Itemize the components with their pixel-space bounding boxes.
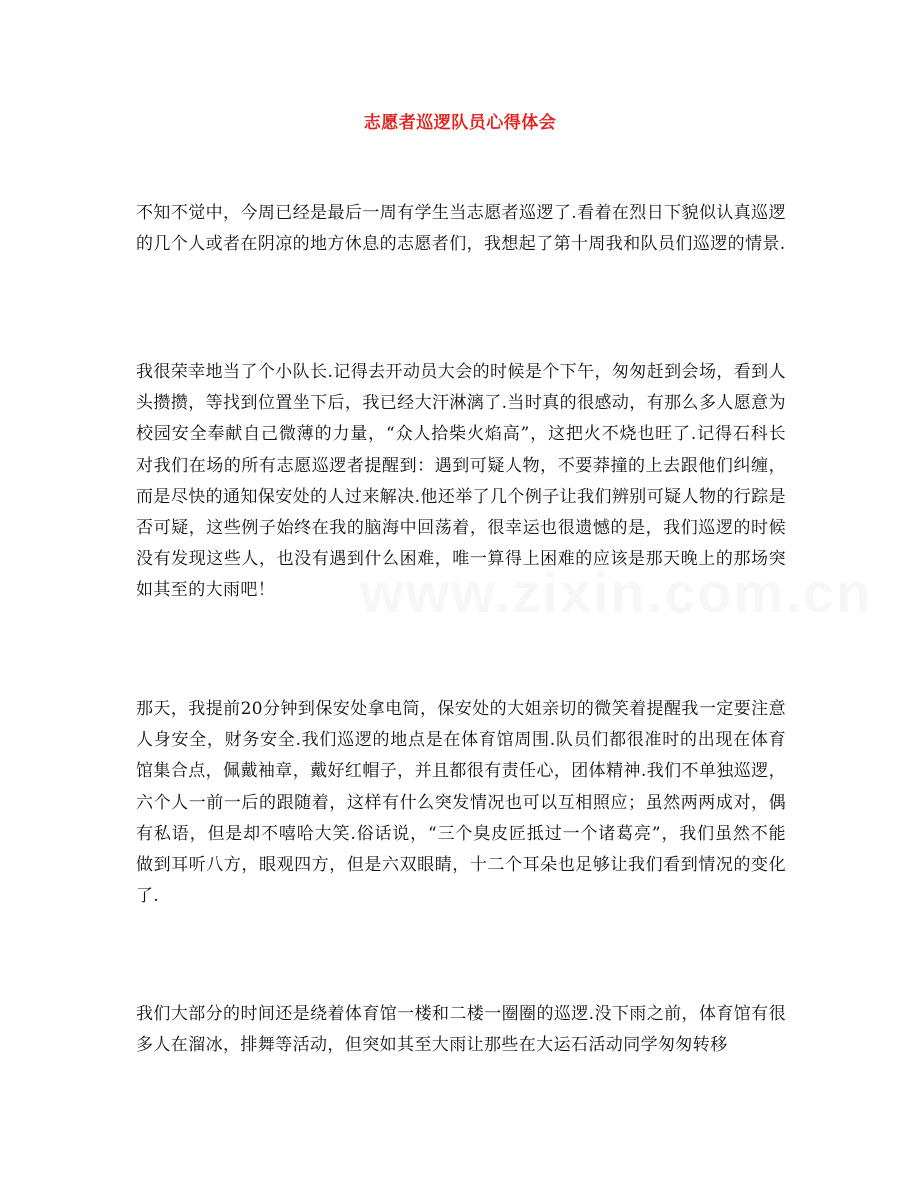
paragraph-2: 我很荣幸地当了个小队长.记得去开动员大会的时候是个下午，匆匆赶到会场，看到人头攒攒，等找到位置坐下后，我已经大汗淋漓了.当时真的很感动，有那么多人愿意为校园安全奉献自己微薄的力量，“众人拾柴火焰高”，这把火不烧也旺了.记得石科长对我们在场的所有志愿巡逻者提醒到：遇到可疑人物，不要莽撞的上去跟他们纠缠，而是尽快的通知保安处的人过来解决.他还举了几个例子让我们辨别可疑人物的行踪是否可疑，这些例子始终在我的脑海中回荡着，很幸运也很遗憾的是，我们巡逻的时候没有发现这些人，也没有遇到什么困难，唯一算得上困难的应该是那天晚上的那场突如其至的大雨吧！	[136, 362, 786, 601]
paragraph-4: 我们大部分的时间还是绕着体育馆一楼和二楼一圈圈的巡逻.没下雨之前，体育馆有很多人在溜冰，排舞等活动，但突如其至大雨让那些在大运石活动同学匆匆转移	[136, 1004, 786, 1056]
paragraph-1: 不知不觉中，今周已经是最后一周有学生当志愿者巡逻了.看着在烈日下貌似认真巡逻的几个人或者在阴凉的地方休息的志愿者们，我想起了第十周我和队员们巡逻的情景.	[136, 203, 786, 255]
watermark: www.zixin.com.cn	[360, 561, 873, 624]
document-title: 志愿者巡逻队员心得体会	[363, 113, 557, 133]
paragraph-3: 那天，我提前20分钟到保安处拿电筒，保安处的大姐亲切的微笑着提醒我一定要注意人身安全，财务安全.我们巡逻的地点是在体育馆周围.队员们都很准时的出现在体育馆集合点，佩戴袖章，戴好红帽子，并且都很有责任心，团体精神.我们不单独巡逻，六个人一前一后的跟随着，这样有什么突发情况也可以互相照应；虽然两两成对，偶有私语，但是却不嘻哈大笑.俗话说，“三个臭皮匠抵过一个诸葛亮”，我们虽然不能做到耳听八方，眼观四方，但是六双眼睛，十二个耳朵也足够让我们看到情况的变化了.	[136, 699, 786, 907]
